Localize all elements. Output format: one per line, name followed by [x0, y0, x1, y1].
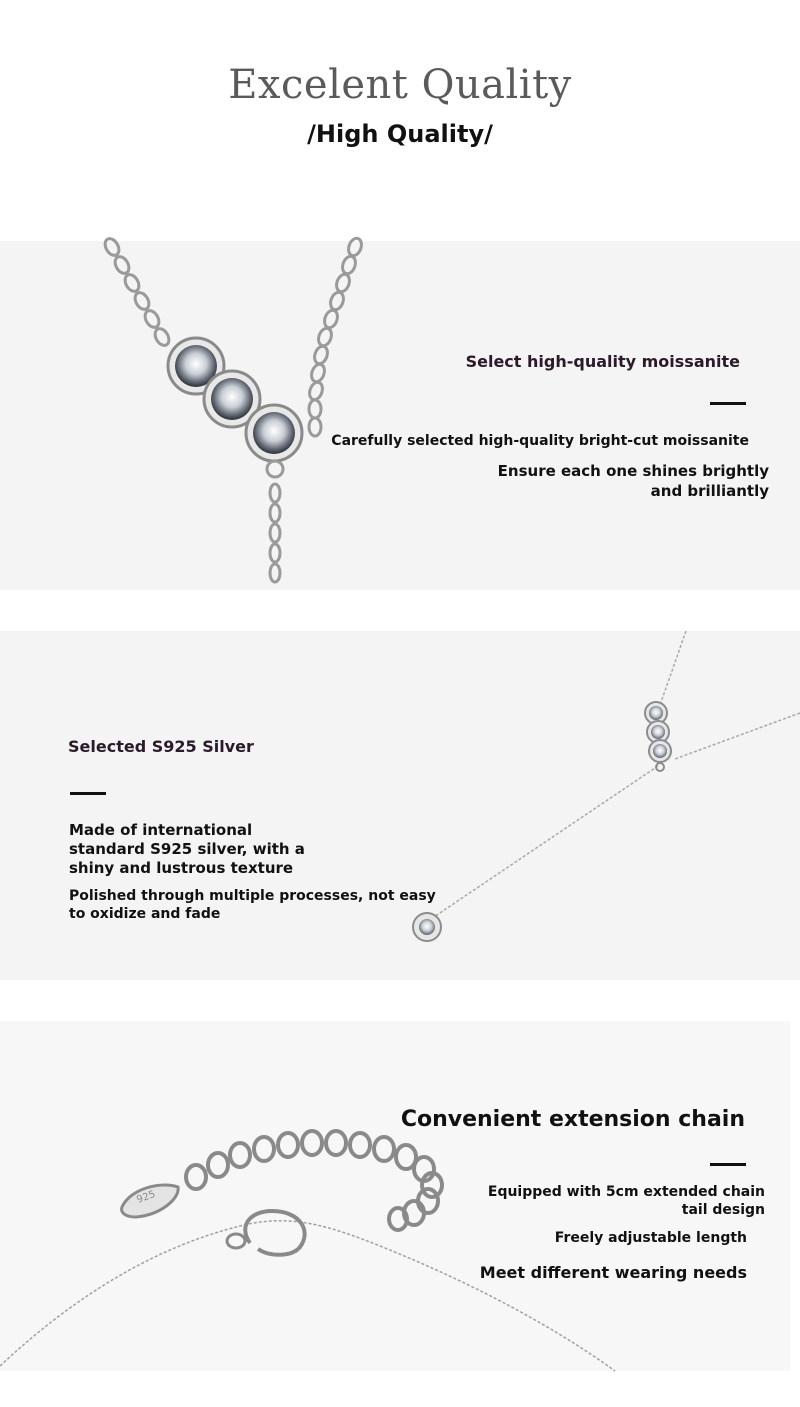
moissanite-line-2a: Ensure each one shines brightly	[497, 462, 769, 480]
silver-para-1a: Made of international	[69, 821, 253, 839]
heading-divider	[710, 402, 746, 405]
moissanite-line-2b: and brilliantly	[650, 482, 769, 500]
heading-divider	[70, 792, 106, 795]
silver-para-2a: Polished through multiple processes, not easy	[69, 888, 436, 904]
extension-line-2: Freely adjustable length	[554, 1230, 747, 1246]
three-stone-necklace-image	[0, 241, 400, 590]
tag-stamp: 925	[135, 1188, 157, 1206]
y-necklace-image	[400, 631, 800, 980]
silver-para-2b: to oxidize and fade	[69, 906, 221, 922]
moissanite-heading: Select high-quality moissanite	[465, 352, 740, 371]
silver-panel	[0, 631, 800, 980]
silver-para-1c: shiny and lustrous texture	[69, 859, 294, 877]
extension-chain-panel	[0, 1021, 790, 1371]
page-subtitle: /High Quality/	[307, 120, 493, 148]
extension-line-3: Meet different wearing needs	[479, 1263, 747, 1282]
page-title: Excelent Quality	[228, 62, 572, 108]
heading-divider	[710, 1163, 746, 1166]
silver-heading: Selected S925 Silver	[68, 737, 254, 756]
extension-line-1a: Equipped with 5cm extended chain	[487, 1184, 765, 1200]
moissanite-line-1: Carefully selected high-quality bright-cut moissanite	[331, 433, 749, 449]
moissanite-panel	[0, 241, 800, 590]
silver-para-1b: standard S925 silver, with a	[69, 840, 305, 858]
extension-heading: Convenient extension chain	[400, 1107, 745, 1132]
extension-line-1b: tail design	[681, 1202, 765, 1218]
